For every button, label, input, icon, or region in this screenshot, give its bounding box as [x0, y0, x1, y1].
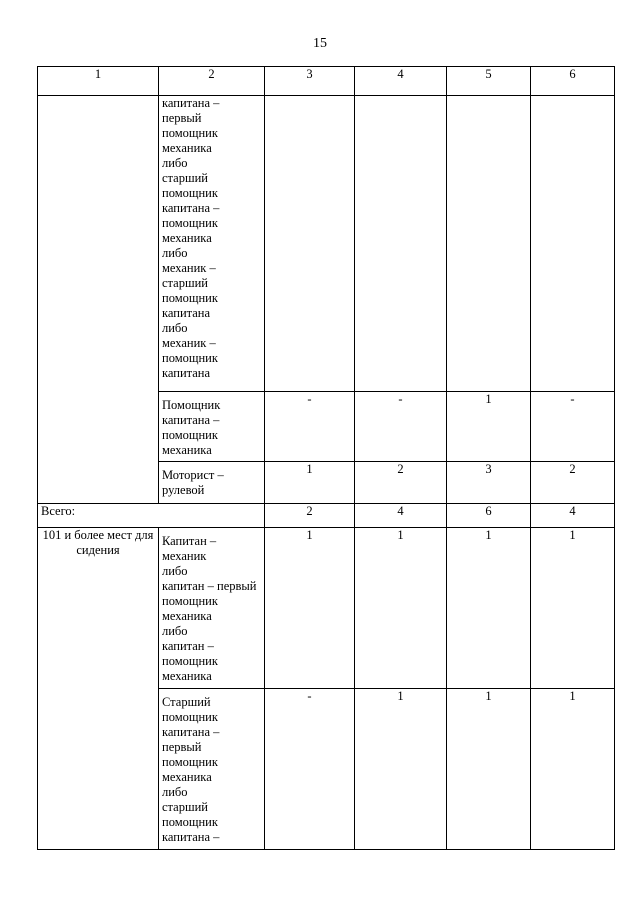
- category-cell-empty: [38, 96, 159, 504]
- value-cell: 1: [447, 689, 531, 850]
- value-cell: 1: [447, 528, 531, 689]
- value-cell: 2: [355, 462, 447, 504]
- column-header: 4: [355, 67, 447, 96]
- value-cell: 1: [265, 462, 355, 504]
- column-header: 6: [531, 67, 615, 96]
- position-cell: Моторист – рулевой: [159, 462, 265, 504]
- value-cell: [355, 96, 447, 392]
- value-cell: -: [531, 392, 615, 462]
- total-value: 4: [355, 504, 447, 528]
- value-cell: 1: [531, 689, 615, 850]
- column-header: 1: [38, 67, 159, 96]
- value-cell: 1: [531, 528, 615, 689]
- position-cell: Старший помощник капитана – первый помощник механика либо старший помощник капитана –: [159, 689, 265, 850]
- position-cell: Капитан – механик либо капитан – первый помощник механика либо капитан – помощник механика: [159, 528, 265, 689]
- total-value: 4: [531, 504, 615, 528]
- value-cell: 1: [355, 528, 447, 689]
- position-cell: капитана – первый помощник механика либо старший помощник капитана – помощник механика либо механик – старший помощник капитана либо механик – помощник капитана: [159, 96, 265, 392]
- total-row: [38, 504, 615, 528]
- page-number: 15: [313, 36, 327, 51]
- table-row: [38, 528, 615, 689]
- column-header: 3: [265, 67, 355, 96]
- value-cell: [265, 96, 355, 392]
- total-label: Всего:: [38, 504, 265, 528]
- value-cell: 2: [531, 462, 615, 504]
- position-cell: Помощник капитана – помощник механика: [159, 392, 265, 462]
- value-cell: -: [265, 392, 355, 462]
- column-header: 5: [447, 67, 531, 96]
- value-cell: 1: [265, 528, 355, 689]
- value-cell: 1: [355, 689, 447, 850]
- value-cell: 3: [447, 462, 531, 504]
- value-cell: -: [355, 392, 447, 462]
- table-header-row: [38, 67, 615, 96]
- table-row: [38, 96, 615, 392]
- category-cell: 101 и более мест для сидения: [38, 528, 159, 850]
- staffing-table: [37, 66, 615, 850]
- column-header: 2: [159, 67, 265, 96]
- value-cell: [447, 96, 531, 392]
- value-cell: [531, 96, 615, 392]
- value-cell: 1: [447, 392, 531, 462]
- value-cell: -: [265, 689, 355, 850]
- total-value: 2: [265, 504, 355, 528]
- total-value: 6: [447, 504, 531, 528]
